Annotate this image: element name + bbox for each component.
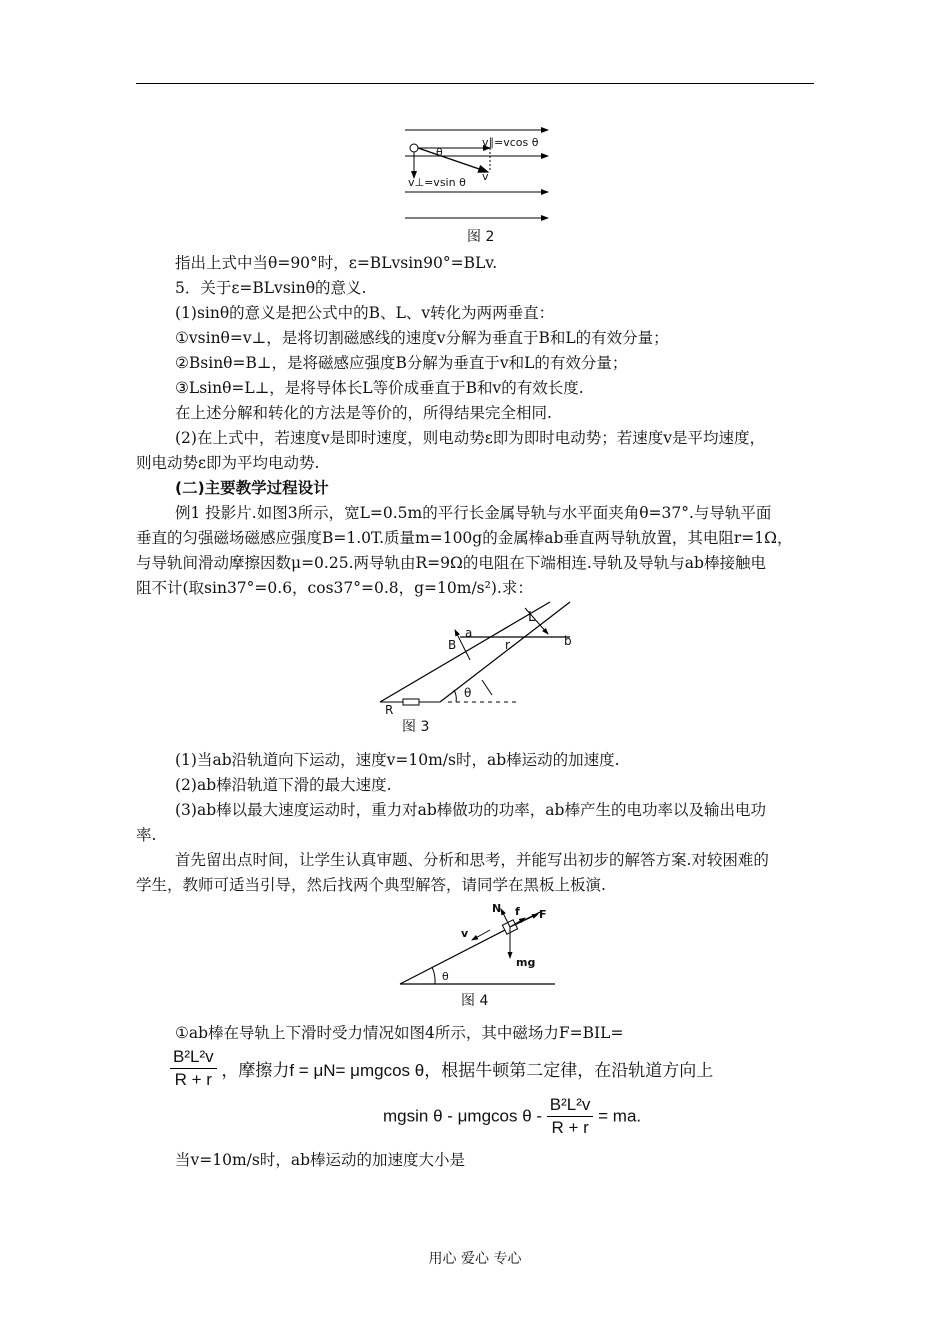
- L-label: L: [528, 610, 536, 625]
- question: (3)ab棒以最大速度运动时，重力对ab棒做功的功率，ab棒产生的电功率以及输出电功: [175, 801, 766, 819]
- vperp-label: v⊥=vsin θ: [408, 176, 466, 189]
- formula-line-1: [170, 1046, 713, 1091]
- paragraph: ③Lsinθ=L⊥，是将导体长L等价成垂直于B和v的有效长度.: [175, 379, 584, 397]
- header-rule: [136, 83, 814, 84]
- paragraph: ①vsinθ=v⊥，是将切割磁感线的速度v分解为垂直于B和L的有效分量；: [175, 329, 669, 347]
- r-label: r: [505, 638, 510, 652]
- fraction-denominator: R + r: [174, 1070, 212, 1089]
- formula-line-2: [383, 1094, 641, 1139]
- equation-left: mgsin θ - μmgcos θ -: [383, 1106, 543, 1126]
- v-label: v: [482, 170, 489, 183]
- figure-3-caption: 图 3: [402, 719, 430, 735]
- theta-label: θ: [442, 970, 449, 983]
- question: (2)ab棒沿轨道下滑的最大速度.: [175, 776, 392, 794]
- figure-4: [395, 900, 560, 990]
- B-label: B: [448, 638, 457, 652]
- paragraph: 垂直的匀强磁场磁感应强度B=1.0T.质量m=100g的金属棒ab垂直两导轨放置，其电阻r=1Ω，: [136, 529, 793, 547]
- v-label: v: [461, 927, 469, 940]
- paragraph: (2)在上式中，若速度v是即时速度，则电动势ε即为即时电动势；若速度v是平均速度，: [175, 429, 766, 447]
- question: (1)当ab沿轨道向下运动，速度v=10m/s时，ab棒运动的加速度.: [175, 751, 620, 769]
- paragraph: 与导轨间滑动摩擦因数μ=0.25.两导轨由R=9Ω的电阻在下端相连.导轨及导轨与ab棒接触电: [136, 554, 766, 572]
- theta-label: θ: [464, 686, 472, 700]
- paragraph: 5．关于ε=BLvsinθ的意义.: [175, 279, 367, 297]
- f-label: f: [515, 905, 520, 918]
- b-label: b: [564, 634, 572, 648]
- paragraph: 例1 投影片.如图3所示，宽L=0.5m的平行长金属导轨与水平面夹角θ=37°.与导轨平面: [175, 504, 772, 522]
- mg-label: mg: [516, 956, 536, 969]
- fraction-numerator: B²L²v: [170, 1046, 217, 1069]
- page-footer: 用心 爱心 专心: [428, 1251, 522, 1267]
- paragraph: 阻不计(取sin37°=0.6，cos37°=0.8，g=10m/s²).求：: [136, 579, 533, 597]
- fraction-denominator: R + r: [551, 1118, 589, 1137]
- fraction: [170, 1046, 217, 1091]
- paragraph: ②Bsinθ=B⊥，是将磁感应强度B分解为垂直于v和L的有效分量；: [175, 354, 628, 372]
- figure-3: [370, 600, 590, 725]
- paragraph: 在上述分解和转化的方法是等价的，所得结果完全相同.: [175, 404, 552, 422]
- formula-text: ，摩擦力f = μN= μmgcos θ，根据牛顿第二定律，在沿轨道方向上: [221, 1061, 714, 1080]
- theta-label: θ: [436, 146, 443, 159]
- paragraph: 指出上式中当θ=90°时，ε=BLvsin90°=BLv.: [175, 254, 498, 272]
- paragraph: 首先留出点时间，让学生认真审题、分析和思考，并能写出初步的解答方案.对较困难的: [175, 851, 769, 869]
- fraction-numerator: B²L²v: [547, 1094, 594, 1117]
- F-label: F: [539, 908, 547, 921]
- a-label: a: [465, 626, 473, 640]
- paragraph: 则电动势ε即为平均电动势.: [136, 454, 320, 472]
- solution-line: ①ab棒在导轨上下滑时受力情况如图4所示，其中磁场力F=BIL=: [175, 1024, 624, 1042]
- N-label: N: [492, 902, 502, 915]
- R-label: R: [385, 703, 394, 717]
- vpar-label: v∥=vcos θ: [482, 136, 539, 149]
- figure-2: [400, 122, 555, 227]
- question: 率.: [136, 826, 157, 844]
- figure-4-caption: 图 4: [461, 993, 489, 1009]
- fraction: [547, 1094, 594, 1139]
- solution-line: 当v=10m/s时，ab棒运动的加速度大小是: [175, 1151, 466, 1169]
- equation-right: = ma.: [598, 1106, 642, 1126]
- paragraph: 学生，教师可适当引导，然后找两个典型解答，请同学在黑板上板演.: [136, 876, 606, 894]
- figure-2-caption: 图 2: [467, 229, 495, 245]
- paragraph: (1)sinθ的意义是把公式中的B、L、v转化为两两垂直：: [175, 304, 555, 322]
- section-heading: (二)主要教学过程设计: [175, 479, 329, 497]
